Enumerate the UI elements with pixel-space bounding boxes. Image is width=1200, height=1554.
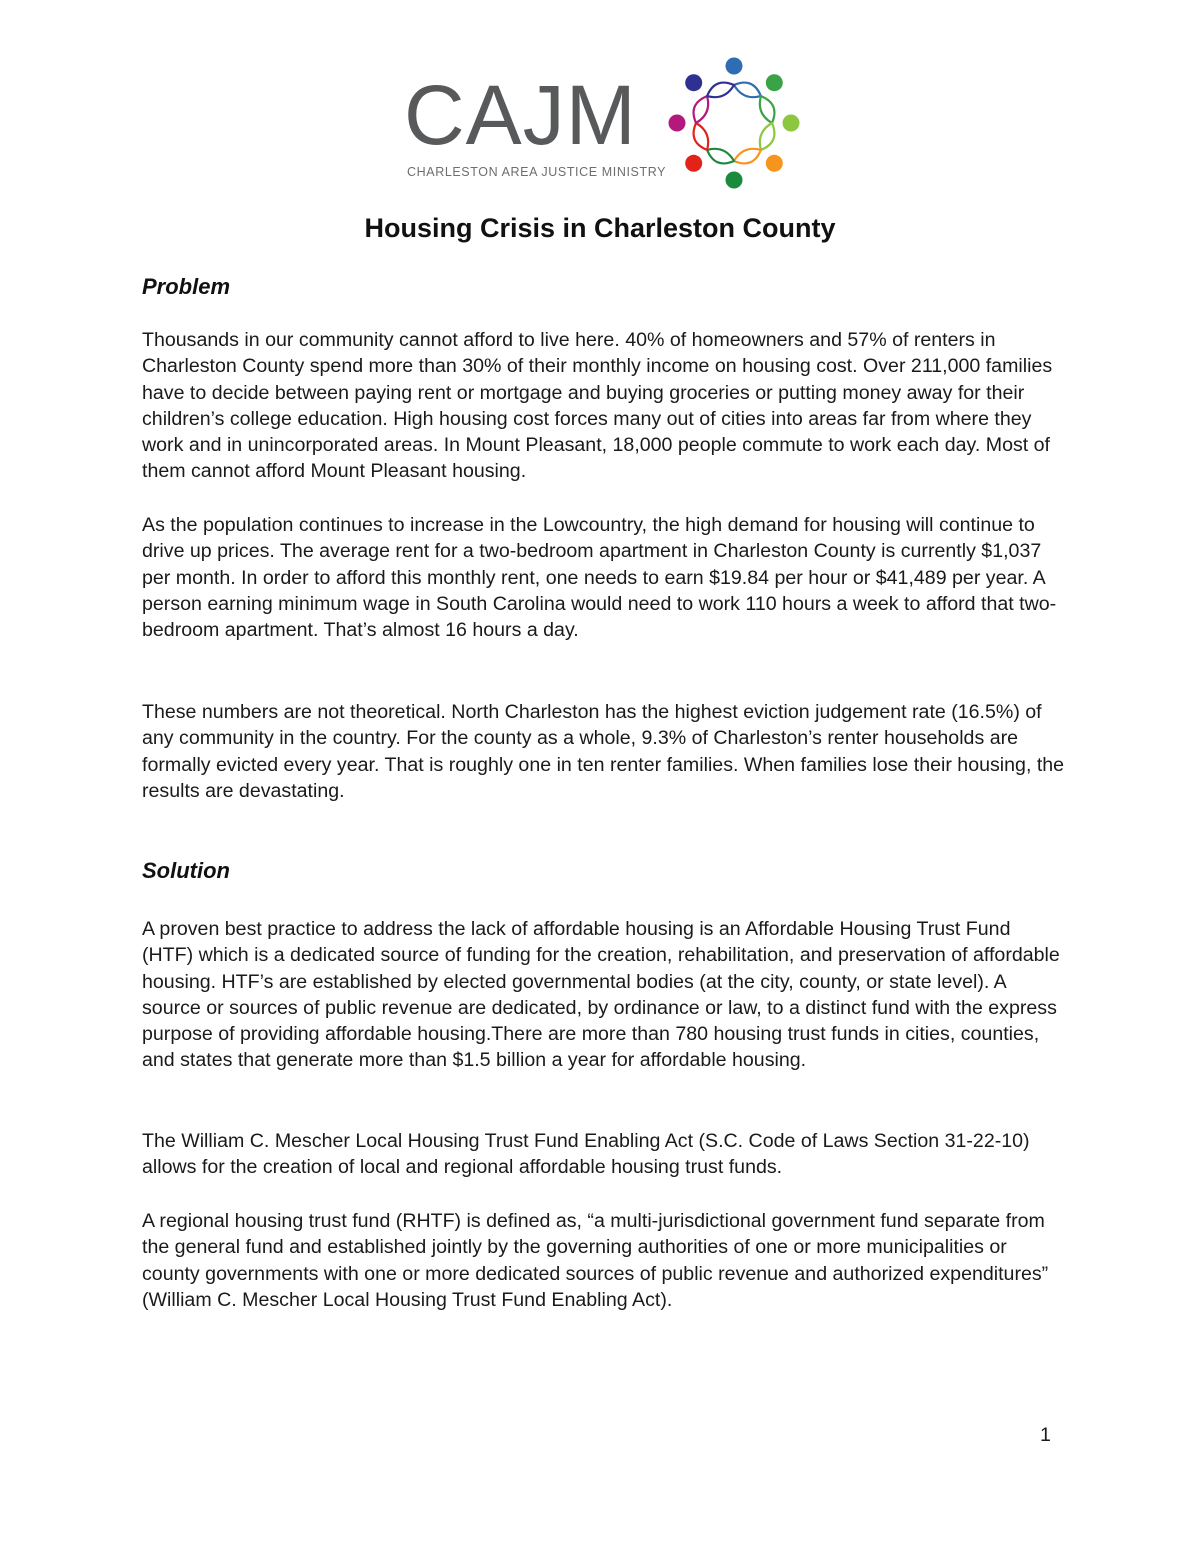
person-body-icon [707, 83, 734, 98]
document-title: Housing Crisis in Charleston County [364, 213, 836, 243]
person-head-icon [669, 115, 686, 132]
person-head-icon [726, 172, 743, 189]
problem-paragraph-2: As the population continues to increase in the Lowcountry, the high demand for housing will continue to drive up prices. The average rent for a two-bedroom apartment in Charleston County is currently $1,037 per month. In order to afford this monthly rent, one needs to earn $19.84 per hour or $41,489 per year. A person earning minimum wage in South Carolina would need to work 110 hours a week to afford that two-bedroom apartment. That’s almost 16 hours a day. [142, 514, 1057, 642]
logo-subtitle: CHARLESTON AREA JUSTICE MINISTRY [407, 165, 667, 179]
problem-paragraph-3: These numbers are not theoretical. North Charleston has the highest eviction judgement rate (16.5%) of any community in the country. For the county as a whole, 9.3% of Charleston’s renter households are formally evicted every year. That is roughly one in ten renter families. When families lose their housing, the results are devastating. [142, 701, 1065, 802]
person-body-icon [694, 123, 709, 150]
person-head-icon [726, 58, 743, 75]
person-body-icon [734, 149, 761, 164]
person-head-icon [685, 155, 702, 172]
person-body-icon [734, 83, 761, 98]
person-head-icon [783, 115, 800, 132]
person-body-icon [707, 149, 734, 164]
logo-wordmark: CAJM [404, 68, 637, 162]
problem-paragraph-1: Thousands in our community cannot afford to live here. 40% of homeowners and 57% of renters in Charleston County spend more than 30% of their monthly income on housing cost. Over 211,000 families have to decide between paying rent or mortgage and buying groceries or putting money away for their children’s college education. High housing cost forces many out of cities into areas far from where they work and in unincorporated areas. In Mount Pleasant, 18,000 people commute to work each day. Most of them cannot afford Mount Pleasant housing. [142, 329, 1053, 483]
solution-paragraph-2: The William C. Mescher Local Housing Trust Fund Enabling Act (S.C. Code of Laws Section 31-22-10) allows for the creation of local and regional affordable housing trust funds. [142, 1130, 1030, 1179]
person-head-icon [766, 74, 783, 91]
people-ring-icon [668, 55, 800, 190]
solution-paragraph-3: A regional housing trust fund (RHTF) is defined as, “a multi-jurisdictional government fund separate from the general fund and established jointly by the governing authorities of one or more municipalities or county governments with one or more dedicated sources of public revenue and authorized expenditures” (William C. Mescher Local Housing Trust Fund Enabling Act). [142, 1210, 1049, 1311]
section-heading-solution: Solution [142, 858, 230, 883]
cajm-logo [400, 55, 800, 190]
page-number: 1 [1040, 1424, 1051, 1446]
solution-paragraph-1: A proven best practice to address the lack of affordable housing is an Affordable Housing Trust Fund (HTF) which is a dedicated source of funding for the creation, rehabilitation, and preservation of affordable housing. HTF’s are established by elected governmental bodies (at the city, county, or state level). A source or sources of public revenue are dedicated, by ordinance or law, to a distinct fund with the express purpose of providing affordable housing.There are more than 780 housing trust funds in cities, counties, and states that generate more than $1.5 billion a year for affordable housing. [142, 918, 1060, 1072]
person-body-icon [760, 96, 775, 123]
person-head-icon [685, 74, 702, 91]
section-heading-problem: Problem [142, 274, 231, 299]
person-body-icon [760, 123, 775, 150]
person-head-icon [766, 155, 783, 172]
person-body-icon [694, 96, 709, 123]
